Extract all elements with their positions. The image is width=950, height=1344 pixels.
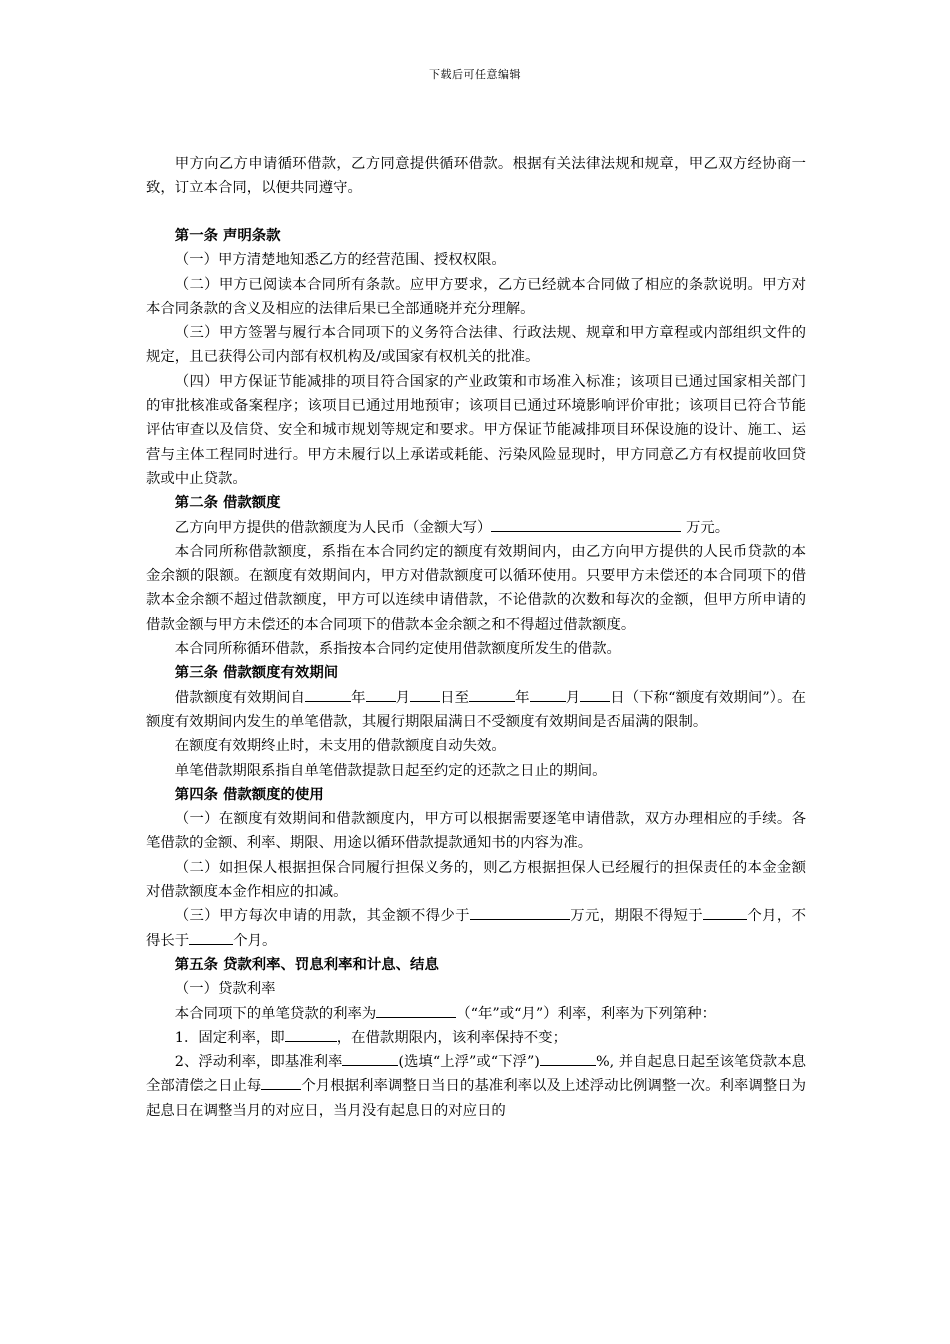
article-4-paragraph: （一）在额度有效期间和借款额度内，甲方可以根据需要逐笔申请借款，双方办理相应的手续。各笔借款的金额、利率、期限、用途以循环借款提款通知书的内容为准。 <box>146 811 806 852</box>
article-2-amount-paragraph: 乙方向甲方提供的借款额度为人民币（金额大写） 万元。 <box>146 516 806 540</box>
float-direction-blank[interactable] <box>342 1051 398 1066</box>
amount-blank[interactable] <box>491 517 681 532</box>
end-day-blank[interactable] <box>580 687 610 702</box>
adjust-months-blank[interactable] <box>261 1075 301 1090</box>
article-1-item: （三）甲方签署与履行本合同项下的义务符合法律、行政法规、规章和甲方章程或内部组织文件的规定，且已获得公司内部有权机构及/或国家有权机关的批准。 <box>146 325 806 366</box>
article-3-heading: 第三条 借款额度有效期间 <box>174 664 339 682</box>
min-amount-blank[interactable] <box>470 905 570 920</box>
min-term-blank[interactable] <box>703 905 747 920</box>
article-4-paragraph: （二）如担保人根据担保合同履行担保义务的，则乙方根据担保人已经履行的担保责任的本金金额对借款额度本金作相应的扣减。 <box>146 859 806 901</box>
article-2-heading: 第二条 借款额度 <box>174 494 281 512</box>
start-month-blank[interactable] <box>366 687 396 702</box>
start-day-blank[interactable] <box>410 687 440 702</box>
start-year-blank[interactable] <box>305 687 351 702</box>
article-5-rate-paragraph: 本合同项下的单笔贷款的利率为 （“年”或“月”）利率，利率为下列第种： <box>146 1002 806 1026</box>
article-3-paragraph: 在额度有效期终止时，未支用的借款额度自动失效。 <box>174 738 506 755</box>
article-3-paragraph: 单笔借款期限系指自单笔借款提款日起至约定的还款之日止的期间。 <box>174 762 607 779</box>
article-2-paragraph: 本合同所称循环借款，系指按本合同约定使用借款额度所发生的借款。 <box>174 641 621 658</box>
float-percent-blank[interactable] <box>540 1051 596 1066</box>
article-5-subheading: （一）贷款利率 <box>174 981 276 998</box>
article-3-period-paragraph: 借款额度有效期间自 年 月 日至 年 月 日（下称“额度有效期间”）。在额度有效期间内发生的单笔借款，其履行期限届满日不受额度有效期间是否届满的限制。 <box>146 686 806 735</box>
contract-body <box>146 152 806 1123</box>
article-1-item: （二）甲方已阅读本合同所有条款。应甲方要求，乙方已经就本合同做了相应的条款说明。甲方对本合同条款的含义及相应的法律后果已全部通晓并充分理解。 <box>146 276 806 317</box>
fixed-rate-blank[interactable] <box>285 1027 337 1042</box>
article-5-floating-rate-paragraph: 2、浮动利率，即基准利率 (选填“上浮”或“下浮”) %, 并自起息日起至该笔贷款本息全部清偿之日止每 个月根据利率调整日当日的基准利率以及上述浮动比例调整一次。利率调整日为起息日在调整当月的对应日，当月没有起息日的对应日的 <box>146 1050 806 1123</box>
article-1-item: （四）甲方保证节能减排的项目符合国家的产业政策和市场准入标准；该项目已通过国家相关部门的审批核准或备案程序；该项目已通过用地预审；该项目已通过环境影响评价审批；该项目已符合节能评估审查以及信贷、安全和城市规划等规定和要求。甲方保证节能减排项目环保设施的设计、施工、运营与主体工程同时进行。甲方未履行以上承诺或耗能、污染风险显现时，甲方同意乙方有权提前收回贷款或中止贷款。 <box>146 373 806 487</box>
end-month-blank[interactable] <box>530 687 566 702</box>
article-1-item: （一）甲方清楚地知悉乙方的经营范围、授权权限。 <box>174 252 506 269</box>
article-1-heading: 第一条 声明条款 <box>174 227 281 244</box>
page-header-note: 下载后可任意编辑 <box>429 68 521 81</box>
article-4-heading: 第四条 借款额度的使用 <box>174 785 324 803</box>
article-4-usage-paragraph: （三）甲方每次申请的用款，其金额不得少于 万元，期限不得短于 个月，不得长于 个月。 <box>146 904 806 953</box>
max-term-blank[interactable] <box>189 930 233 945</box>
article-5-heading: 第五条 贷款利率、罚息利率和计息、结息 <box>174 955 439 973</box>
end-year-blank[interactable] <box>469 687 515 702</box>
intro-paragraph: 甲方向乙方申请循环借款，乙方同意提供循环借款。根据有关法律法规和规章，甲乙双方经协商一致，订立本合同，以便共同遵守。 <box>146 156 806 196</box>
rate-type-blank[interactable] <box>376 1003 456 1018</box>
article-2-paragraph: 本合同所称借款额度，系指在本合同约定的额度有效期间内，由乙方向甲方提供的人民币贷款的本金余额的限额。在额度有效期间内，甲方对借款额度可以循环使用。只要甲方未偿还的本合同项下的借款本金余额不超过借款额度，甲方可以连续申请借款，不论借款的次数和每次的金额，但甲方所申请的借款金额与甲方未偿还的本合同项下的借款本金余额之和不得超过借款额度。 <box>146 543 806 633</box>
article-5-fixed-rate-paragraph: 1．固定利率，即 ，在借款期限内，该利率保持不变； <box>146 1026 806 1050</box>
